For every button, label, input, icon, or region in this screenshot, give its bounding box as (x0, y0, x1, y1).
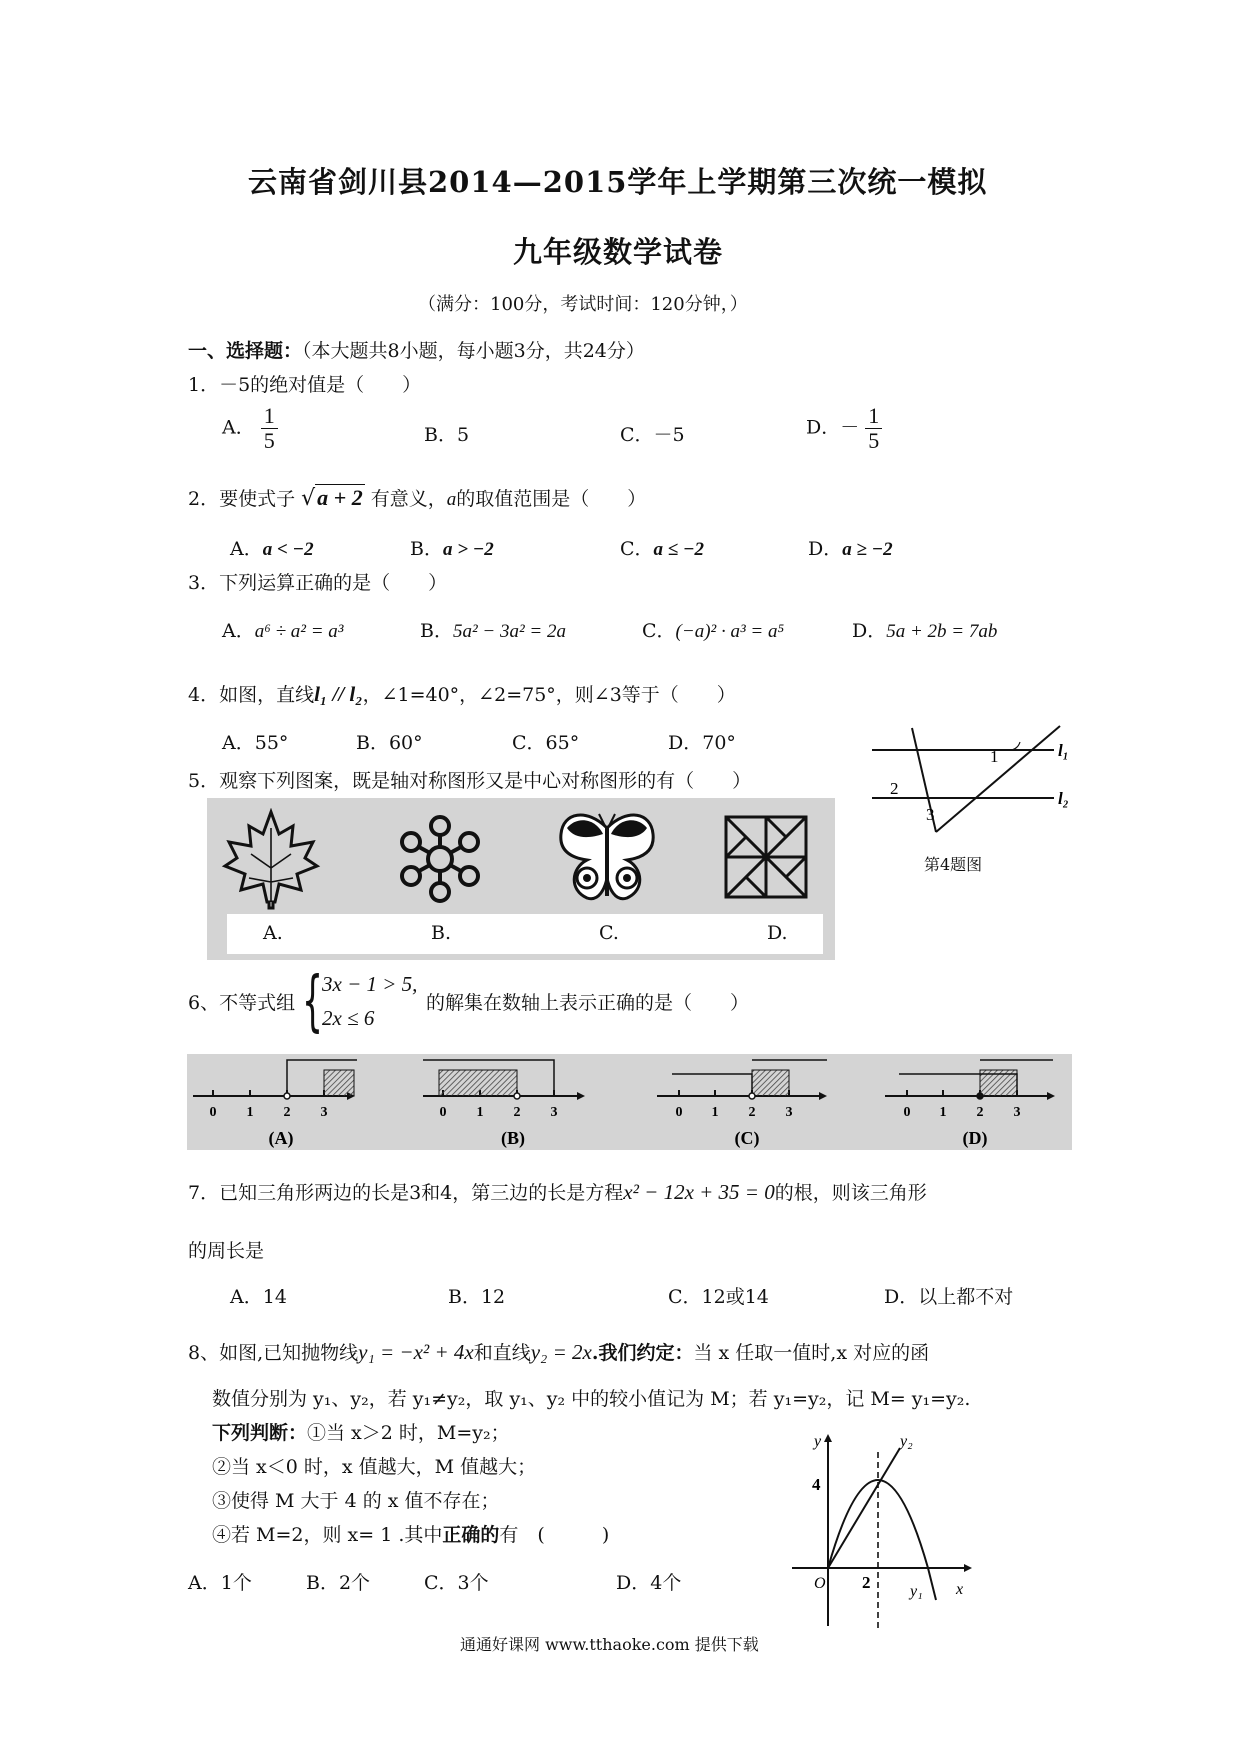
q5-option-d: D. (767, 922, 788, 944)
q4-stem: 4．如图，直线l₁ // l₂，∠1=40°，∠2=75°，则∠3等于（ ） (188, 682, 736, 706)
q7-option-d: D．以上都不对 (884, 1286, 1014, 1308)
tick-label-1: 1 (246, 1105, 254, 1120)
angle-3-label: 3 (926, 805, 935, 824)
q4-option-c: C．65° (512, 732, 580, 754)
minus-sign: － (840, 416, 860, 439)
q6-inequality-1: 3x − 1 > 5, (322, 972, 418, 996)
y-axis-label: y (814, 1433, 822, 1450)
tick-label-3: 3 (1013, 1105, 1021, 1120)
q2-option-c: C．a ≤ −2 (620, 538, 704, 560)
line-y2 (828, 1448, 900, 1568)
q3-option-c: C．(−a)² · a³ = a⁵ (642, 620, 785, 642)
maple-leaf-icon (221, 808, 321, 910)
footer-source: 通通好课网 www.tthaoke.com 提供下载 (460, 1635, 759, 1654)
number-line-c (657, 1060, 827, 1100)
q8-stem-line2: 数值分别为 y₁、y₂，若 y₁≠y₂，取 y₁、y₂ 中的较小值记为 M；若 y₁=y₂，记 M= y₁=y₂. (212, 1388, 971, 1410)
q6-option-b: (B) (501, 1128, 525, 1148)
q4-figure (862, 716, 1092, 856)
q5-option-a: A. (263, 922, 283, 944)
butterfly-icon (557, 808, 657, 908)
q2-option-a: A．a < −2 (230, 538, 314, 560)
q6-figure-panel (187, 1054, 1072, 1150)
angle-1-label: 1 (990, 747, 999, 766)
tick-label-2: 2 (976, 1105, 984, 1120)
q8-stem-line1: 8、如图,已知抛物线y₁ = −x² + 4x和直线y₂ = 2x.我们约定：当 x 任取一值时,x 对应的函 (188, 1340, 930, 1364)
q1-option-a (222, 404, 278, 453)
q6-option-c: (C) (734, 1128, 760, 1148)
q8-judgements-line1: 下列判断：①当 x＞2 时，M=y₂； (212, 1422, 510, 1444)
q4-option-b: B．60° (356, 732, 423, 754)
angle-1-arc (1012, 742, 1020, 750)
angle-2-label: 2 (890, 779, 899, 798)
q2-option-b: B．a > −2 (410, 538, 494, 560)
label-two: 2 (862, 1573, 871, 1592)
q6-system-brace: { (302, 962, 323, 1039)
option-label: A． (222, 416, 255, 439)
q4-option-d: D．70° (668, 732, 736, 754)
q8-option-d: D．4个 (616, 1572, 682, 1594)
q3-option-b: B．5a² − 3a² = 2a (420, 620, 567, 642)
x-axis-label: x (956, 1581, 964, 1598)
q2-stem: 2．要使式子 √a + 2 有意义，a的取值范围是（ ） (188, 485, 647, 511)
q3-option-a: A．a⁶ ÷ a² = a³ (222, 620, 344, 642)
q6-inequality-2: 2x ≤ 6 (322, 1006, 375, 1030)
tick-label-0: 0 (675, 1105, 683, 1120)
tick-label-0: 0 (439, 1105, 447, 1120)
fraction: $\frac{1}{5}$ (865, 404, 882, 453)
q8-judgement-2: ②当 x＜0 时，x 值越大，M 值越大； (212, 1456, 537, 1478)
tick-label-1: 1 (939, 1105, 947, 1120)
q7-option-c: C．12或14 (668, 1286, 769, 1308)
y2-label: y₂ (900, 1433, 913, 1450)
section-title: 一、选择题： (188, 340, 303, 362)
q8-judgement-4: ④若 M=2，则 x= 1 .其中正确的有 ( ) (212, 1524, 610, 1546)
q5-option-c: C. (599, 922, 619, 944)
q8-option-b: B．2个 (306, 1572, 371, 1594)
q8-option-a: A．1个 (188, 1572, 252, 1594)
snowflake-icon (393, 812, 487, 906)
q8-graph (788, 1432, 978, 1628)
section-note: （本大题共8小题，每小题3分，共24分） (302, 340, 645, 362)
l1-label: l₁ (1058, 741, 1069, 760)
q7-stem-line2: 的周长是 (188, 1240, 265, 1262)
exam-subtitle: （满分：100分，考试时间：120分钟，） (418, 294, 748, 315)
q8-option-c: C．3个 (424, 1572, 489, 1594)
tick-label-3: 3 (320, 1105, 328, 1120)
q1-stem: 1．－5的绝对值是（ ） (188, 374, 422, 396)
number-line-b (423, 1060, 585, 1100)
tick-label-1: 1 (711, 1105, 719, 1120)
q5-label-strip (227, 914, 823, 954)
label-four: 4 (812, 1475, 821, 1494)
option-label: B． (424, 424, 457, 446)
q7-stem: 7．已知三角形两边的长是3和4，第三边的长是方程x² − 12x + 35 = 0的根，则该三角形 (188, 1180, 927, 1204)
q6-number-lines (187, 1054, 1072, 1150)
l2-label: l₂ (1058, 789, 1069, 808)
option-label: C． (620, 424, 654, 446)
q6-stem: 6、不等式组 (188, 992, 296, 1014)
q5-option-b: B. (431, 922, 452, 944)
option-text: －5 (653, 424, 685, 446)
exam-title-line2: 九年级数学试卷 (513, 235, 724, 269)
q1-option-c (620, 420, 685, 447)
q4-figure-caption: 第4题图 (924, 855, 983, 874)
origin-label: O (814, 1575, 826, 1592)
q2-option-d: D．a ≥ −2 (808, 538, 893, 560)
q4-option-a: A．55° (222, 732, 289, 754)
option-text: 5 (456, 424, 470, 446)
q6-stem-post: 的解集在数轴上表示正确的是（ ） (426, 992, 750, 1014)
q3-stem: 3．下列运算正确的是（ ） (188, 572, 448, 594)
tick-label-3: 3 (550, 1105, 558, 1120)
tick-label-2: 2 (748, 1105, 756, 1120)
q6-option-d: (D) (962, 1128, 988, 1148)
q1-option-b (424, 420, 469, 447)
transversal-right (936, 726, 1060, 832)
tick-label-0: 0 (903, 1105, 911, 1120)
number-line-a (193, 1060, 357, 1100)
pinwheel-icon (723, 814, 809, 900)
section-heading (188, 336, 645, 363)
q1-option-d (806, 404, 882, 453)
q8-judgement-3: ③使得 M 大于 4 的 x 值不存在； (212, 1490, 500, 1512)
q3-option-d: D．5a + 2b = 7ab (852, 620, 998, 642)
tick-label-2: 2 (283, 1105, 291, 1120)
exam-title-line1: 云南省剑川县2014—2015学年上学期第三次统一模拟 (248, 165, 988, 199)
tick-label-2: 2 (513, 1105, 521, 1120)
q5-stem: 5．观察下列图案，既是轴对称图形又是中心对称图形的有（ ） (188, 770, 752, 792)
tick-label-3: 3 (785, 1105, 793, 1120)
y1-label: y₁ (910, 1583, 923, 1600)
number-line-d (885, 1060, 1055, 1100)
option-label: D． (806, 416, 841, 439)
q6-option-a: (A) (268, 1128, 294, 1148)
tick-label-0: 0 (209, 1105, 217, 1120)
q5-figure-panel (207, 798, 835, 960)
q7-option-b: B．12 (448, 1286, 506, 1308)
q7-option-a: A．14 (230, 1286, 287, 1308)
fraction: $\frac{1}{5}$ (261, 404, 278, 453)
sqrt-expression: √a + 2 (301, 485, 363, 511)
tick-label-1: 1 (476, 1105, 484, 1120)
